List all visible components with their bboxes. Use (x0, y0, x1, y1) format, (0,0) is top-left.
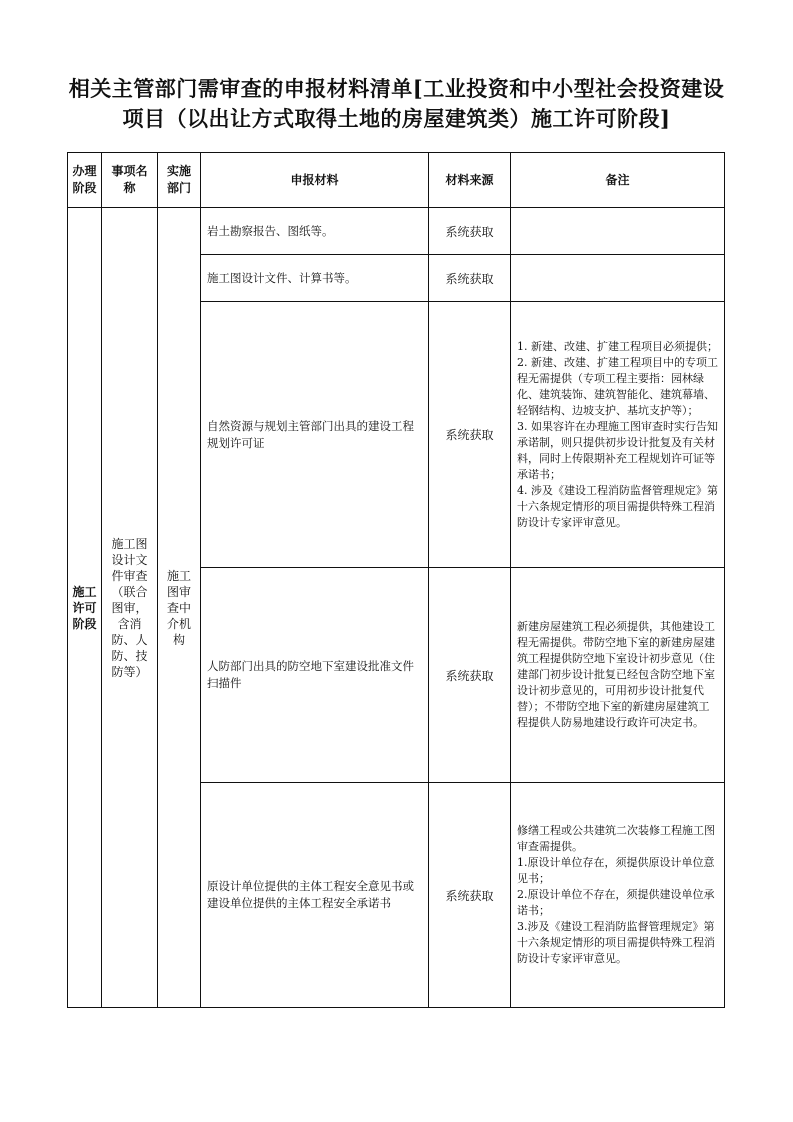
source-cell: 系统获取 (429, 568, 511, 783)
remark-line: 3.涉及《建设工程消防监督管理规定》第十六条规定情形的项目需提供特殊工程消防设计专家评审意见。 (517, 920, 715, 965)
page-title (40, 74, 753, 134)
remarks-cell (511, 255, 725, 302)
remark-line: 1. 新建、改建、扩建工程项目必须提供； (517, 339, 718, 353)
remark-line: 3. 如果容许在办理施工图审查时实行告知承诺制，则只提供初步设计批复及有关材料，同时上传限期补充工程规划许可证等承诺书； (517, 419, 718, 481)
material-cell: 原设计单位提供的主体工程安全意见书或建设单位提供的主体工程安全承诺书 (201, 783, 429, 1008)
dept-cell: 施工图审查中介机构 (158, 208, 201, 1008)
item-cell: 施工图设计文件审查（联合图审，含消防、人防、技防等） (102, 208, 158, 1008)
material-cell: 岩土勘察报告、图纸等。 (201, 208, 429, 255)
table-row (68, 208, 725, 255)
remarks-cell (511, 783, 725, 1008)
remark-line: 1.原设计单位存在，须提供原设计单位意见书； (517, 856, 715, 885)
remarks-cell (511, 208, 725, 255)
header-item: 事项名称 (102, 153, 158, 208)
materials-table (67, 152, 725, 1008)
material-cell: 施工图设计文件、计算书等。 (201, 255, 429, 302)
header-remarks: 备注 (511, 153, 725, 208)
material-cell: 自然资源与规划主管部门出具的建设工程规划许可证 (201, 302, 429, 568)
remarks-cell (511, 568, 725, 783)
source-cell: 系统获取 (429, 255, 511, 302)
stage-cell: 施工许可阶段 (68, 208, 102, 1008)
remark-line: 新建房屋建筑工程必须提供，其他建设工程无需提供。带防空地下室的新建房屋建筑工程提供防空地下室设计初步意见（住建部门初步设计批复已经包含防空地下室设计初步意见的，可用初步设计批复代替）；不带防空地下室的新建房屋建筑工程提供人防易地建设行政许可决定书。 (517, 620, 715, 729)
remark-line: 修缮工程或公共建筑二次装修工程施工图审查需提供。 (517, 824, 715, 853)
material-cell: 人防部门出具的防空地下室建设批准文件扫描件 (201, 568, 429, 783)
source-cell: 系统获取 (429, 783, 511, 1008)
remarks-cell (511, 302, 725, 568)
title-line-2: 项目（以出让方式取得土地的房屋建筑类）施工许可阶段] (122, 106, 671, 131)
remark-line: 4. 涉及《建设工程消防监督管理规定》第十六条规定情形的项目需提供特殊工程消防设计专家评审意见。 (517, 483, 718, 529)
header-stage: 办理阶段 (68, 153, 102, 208)
header-row (68, 153, 725, 208)
header-source: 材料来源 (429, 153, 511, 208)
header-material: 申报材料 (201, 153, 429, 208)
source-cell: 系统获取 (429, 302, 511, 568)
remark-line: 2. 新建、改建、扩建工程项目中的专项工程无需提供（专项工程主要指：园林绿化、建筑装饰、建筑智能化、建筑幕墙、轻钢结构、边坡支护、基坑支护等）； (517, 355, 718, 417)
source-cell: 系统获取 (429, 208, 511, 255)
remark-line: 2.原设计单位不存在，须提供建设单位承诺书； (517, 888, 715, 917)
title-line-1: 相关主管部门需审查的申报材料清单[工业投资和中小型社会投资建设 (68, 76, 725, 101)
header-dept: 实施部门 (158, 153, 201, 208)
